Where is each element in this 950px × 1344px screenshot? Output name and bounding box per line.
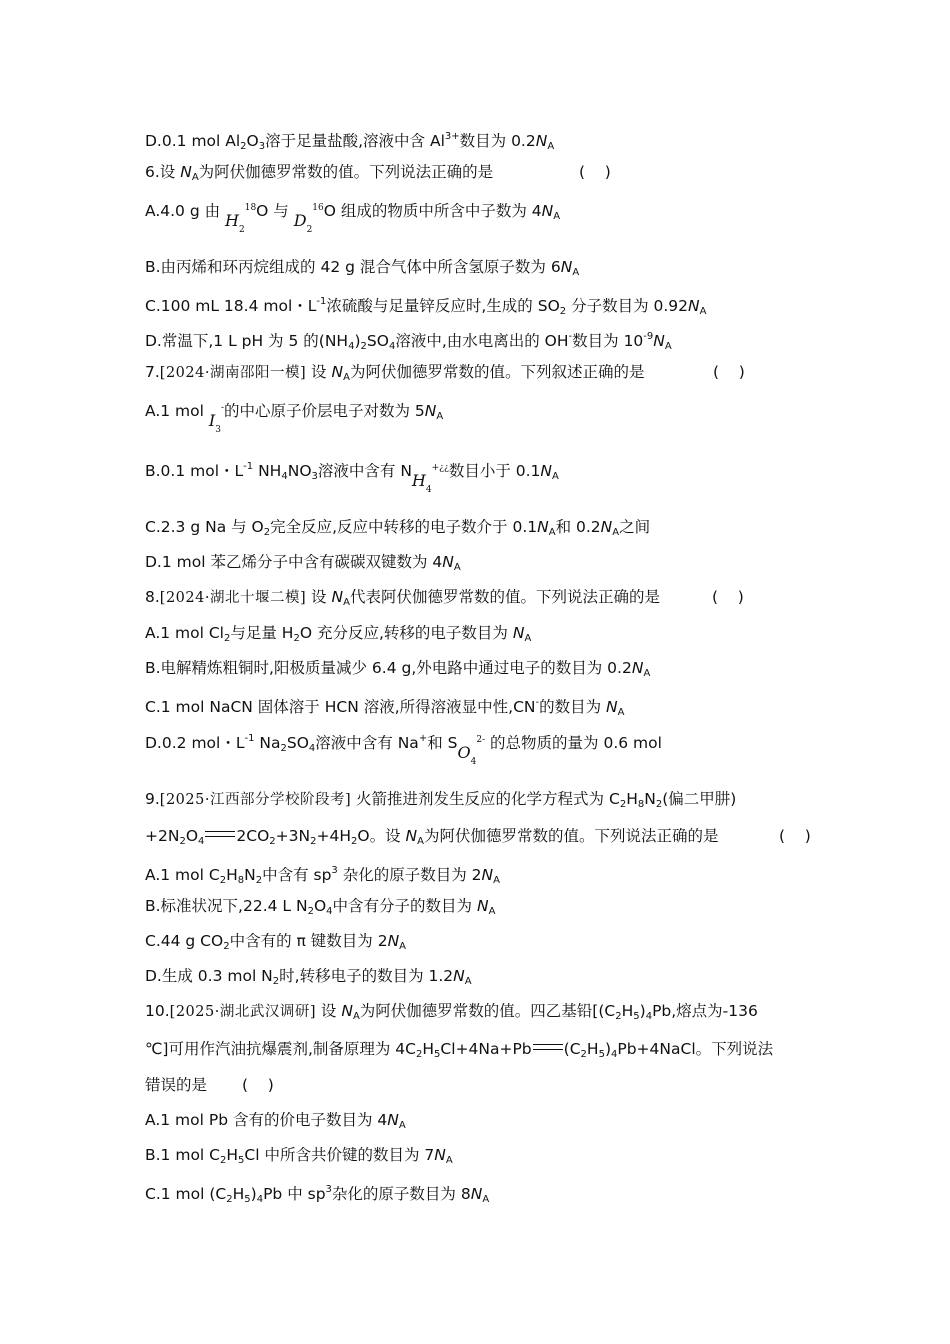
q7-option-a: A.1 mol $I_3^-$的中心原子价层电子对数为 $5N_A$ — [145, 402, 444, 435]
q10-option-b: B.1 mol $C_2H_5Cl$ 中所含共价键的数目为 $7N_A$ — [145, 1146, 453, 1166]
q9-stem-line1: 9.[2025·江西部分学校阶段考] 火箭推进剂发生反应的化学方程式为 $C_2H_8N_2$(偏二甲肼) — [145, 790, 737, 810]
q7-stem: 7.[2024·湖南邵阳一模] 设 $N_A$为阿伏伽德罗常数的值。下列叙述正确的是 — [145, 363, 645, 383]
q10-answer-paren: ( ) — [242, 1076, 274, 1094]
q6-option-a: A.4.0 g 由 $H_2^{18}O$ 与 $D_2^{16}O$ 组成的物质中所含中子数为 $4N_A$ — [145, 202, 561, 235]
q8-option-b: B.电解精炼粗铜时,阳极质量减少 6.4 g,外电路中通过电子的数目为 $0.2N_A$ — [145, 659, 651, 679]
q9-answer-paren: ( ) — [779, 827, 811, 845]
q9-option-b: B.标准状况下,22.4 L $N_2O_4$中含有分子的数目为 $N_A$ — [145, 897, 496, 917]
q10-stem-line2: ℃]可用作汽油抗爆震剂,制备原理为 $4C_2H_5Cl+4Na+Pb$ $(C_2H_5)_4Pb+4NaCl$。下列说法 — [145, 1040, 774, 1060]
q10-stem-line3: 错误的是 — [145, 1076, 208, 1094]
q7-answer-paren: ( ) — [713, 363, 745, 381]
q10-option-c: C.1 mol $(C_2H_5)_4Pb$ 中 $sp^3$杂化的原子数目为 $8N_A$ — [145, 1184, 490, 1205]
q9-option-c: C.44 g $CO_2$中含有的 π 键数目为 $2N_A$ — [145, 932, 407, 952]
q10-stem-line1: 10.[2025·湖北武汉调研] 设 $N_A$为阿伏伽德罗常数的值。四乙基铅[$(C_2H_5)_4Pb$,熔点为-136 — [145, 1002, 758, 1022]
equals-sign-bar — [533, 1044, 563, 1050]
q9-stem-line2: $+2N_2O_4$ $2CO_2+3N_2+4H_2O$。设 $N_A$为阿伏伽德罗常数的值。下列说法正确的是 — [145, 827, 719, 847]
q6-answer-paren: ( ) — [579, 163, 611, 181]
q7-option-c: C.2.3 g Na 与 $O_2$完全反应,反应中转移的电子数介于 $0.1N_A$和 $0.2N_A$之间 — [145, 518, 651, 538]
q6-option-c: C.100 mL 18.4 mol・$L^{-1}$浓硫酸与足量锌反应时,生成的 $SO_2$ 分子数目为 $0.92N_A$ — [145, 296, 707, 317]
q10-option-a: A.1 mol Pb 含有的价电子数目为 $4N_A$ — [145, 1111, 406, 1131]
q6-option-d: D.常温下,1 L pH 为 5 的$(NH_4)_2SO_4$溶液中,由水电离出的 OH-数目为 $10^{-9}N_A$ — [145, 331, 672, 352]
q9-option-a: A.1 mol $C_2H_8N_2$中含有 $sp^3$ 杂化的原子数目为 $2N_A$ — [145, 865, 500, 886]
q6-option-b: B.由丙烯和环丙烷组成的 42 g 混合气体中所含氢原子数为 $6N_A$ — [145, 258, 580, 278]
q8-answer-paren: ( ) — [712, 588, 744, 606]
equals-sign-bar — [205, 831, 235, 837]
q9-option-d: D.生成 0.3 mol $N_2$时,转移电子的数目为 $1.2N_A$ — [145, 967, 472, 987]
q8-stem: 8.[2024·湖北十堰二模] 设 $N_A$代表阿伏伽德罗常数的值。下列说法正确的是 — [145, 588, 660, 608]
q7-option-d: D.1 mol 苯乙烯分子中含有碳碳双键数为 $4N_A$ — [145, 553, 461, 573]
q7-option-b: B.0.1 mol・$L^{-1}$ $NH_4NO_3$溶液中含有 $NH_4^{+¿¿}$数目小于 $0.1N_A$ — [145, 461, 559, 495]
q8-option-d: D.0.2 mol・$L^{-1}$ $Na_2SO_4$溶液中含有 Na+和 $SO_4^{2-}$ 的总物质的量为 0.6 mol — [145, 733, 662, 767]
q8-option-a: A.1 mol $Cl_2$与足量 $H_2O$ 充分反应,转移的电子数目为 $N_A$ — [145, 624, 532, 644]
q5-option-d: D.0.1 mol $Al_2O_3$溶于足量盐酸,溶液中含 $Al^{3+}$数目为 $0.2N_A$ — [145, 131, 555, 152]
q8-option-c: C.1 mol NaCN 固体溶于 HCN 溶液,所得溶液显中性,CN-的数目为 $N_A$ — [145, 697, 625, 718]
q6-stem: 6.设 $N_A$为阿伏伽德罗常数的值。下列说法正确的是 — [145, 163, 494, 183]
